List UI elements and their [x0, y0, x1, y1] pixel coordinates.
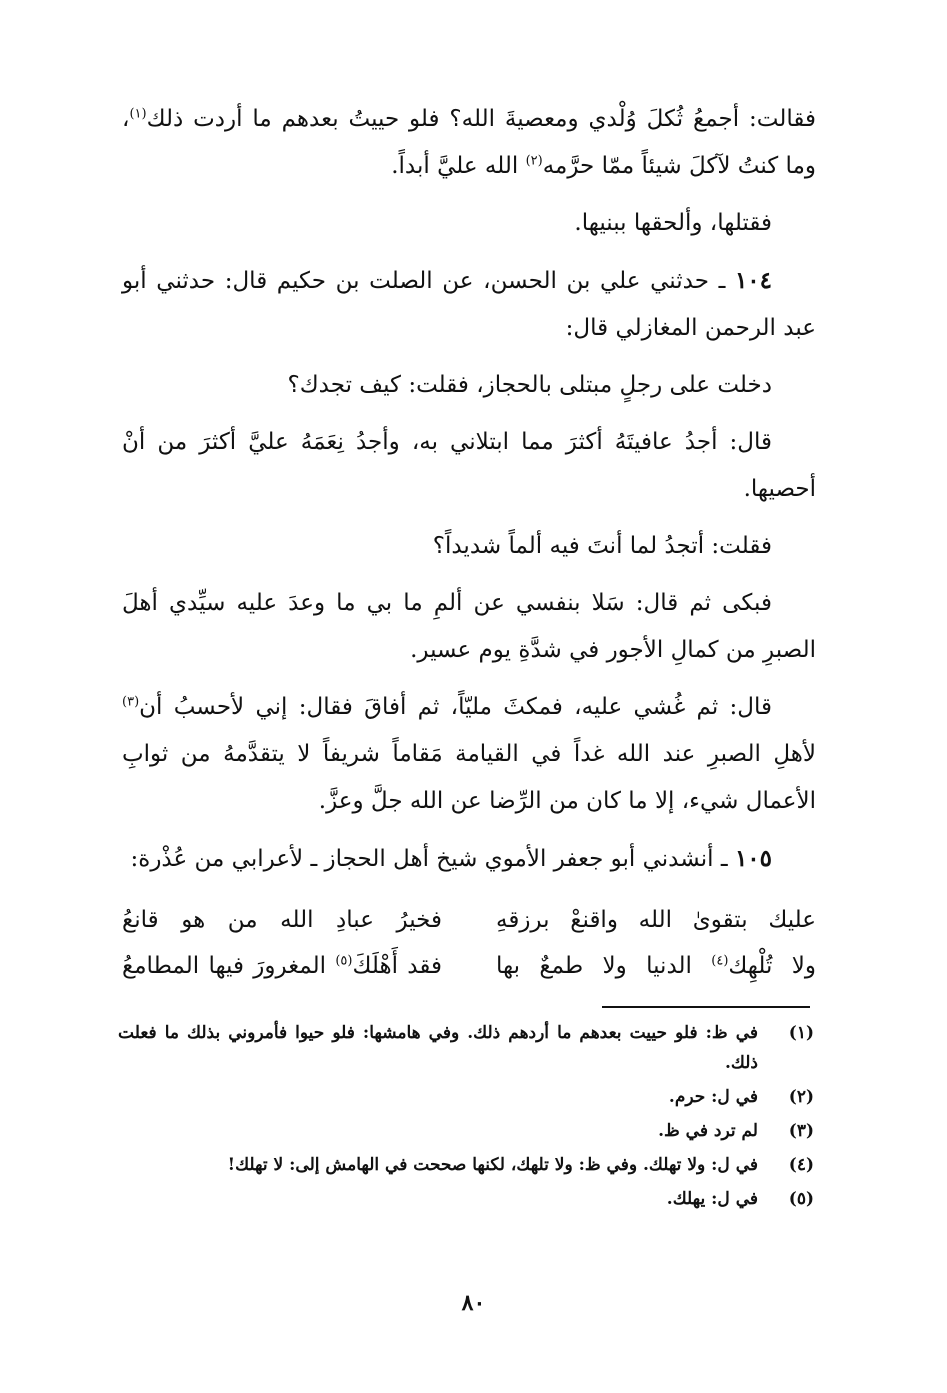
paragraph: [122, 419, 816, 513]
footnote-mark: (٥): [788, 1189, 814, 1209]
paragraph: [122, 362, 816, 409]
paragraph-numbered: [122, 835, 816, 883]
paragraph-text: دخلت على رجلٍ مبتلى بالحجاز، فقلت: كيف تجدك؟: [287, 372, 772, 398]
hemistich-text: عليك بتقوىٰ الله واقنعْ برزقهِ: [496, 907, 816, 933]
poem-verse: [122, 943, 816, 989]
paragraph-text: ـ حدثني علي بن الحسن، عن الصلت بن حكيم قال: حدثني أبو عبد الرحمن المغازلي قال:: [122, 268, 816, 341]
paragraph-text: لأهلِ الصبرِ عند الله غداً في القيامة مَقاماً شريفاً لا يتقدَّمهُ من ثوابِ الأعمال شيء، إلا ما كان من الرِّضا عن الله جلَّ وعزَّ.: [122, 741, 816, 814]
paragraph-text: فقالت: أجمعُ ثُكلَ وُلْدي ومعصيةَ الله؟ فلو حييتُ بعدهم ما أردت ذلك: [146, 106, 816, 132]
footnote-text: لم ترد في ظ.: [658, 1121, 758, 1141]
footnote-text: في ل: ولا تهلك. وفي ظ: ولا تلهك، لكنها صححت في الهامش إلى: لا تهلك!: [227, 1155, 758, 1175]
footnote: [118, 1018, 814, 1078]
paragraph: [122, 523, 816, 570]
paragraph: [122, 96, 816, 190]
main-text: [122, 96, 816, 989]
poem: [122, 897, 816, 989]
footnote-ref: (١): [129, 106, 147, 122]
hemistich-text: فقد أَهْلَكَ: [352, 953, 443, 979]
footnote: [118, 1150, 814, 1180]
footnote-ref: (٣): [122, 694, 140, 710]
footnote-text: في ل: يهلك.: [666, 1189, 758, 1209]
verse-first-hemistich: [496, 943, 816, 989]
paragraph-text: ، وما كنتُ لآكلَ شيئاً ممّا حرَّمه: [122, 106, 816, 179]
report-number: ١٠٤: [734, 267, 772, 294]
report-number: ١٠٥: [734, 845, 772, 872]
hemistich-text: الدنيا ولا طمعٌ بها: [496, 953, 712, 979]
footnote-text: في ظ: فلو حييت بعدهم ما أردهم ذلك. وفي هامشها: فلو حيوا فأمروني بذلك ما فعلت ذلك.: [118, 1023, 758, 1073]
footnote: [118, 1184, 814, 1214]
paragraph: [122, 684, 816, 825]
paragraph-numbered: [122, 257, 816, 352]
footnote-ref: (٤): [711, 953, 729, 969]
footnote: [118, 1116, 814, 1146]
page-number: ٨٠: [461, 1290, 486, 1316]
footnote-text: في ل: حرم.: [668, 1087, 758, 1107]
footnote: [118, 1082, 814, 1112]
footnote-ref: (٢): [525, 153, 543, 169]
hemistich-text: فخيرُ عبادِ الله من هو قانعُ: [122, 907, 442, 933]
poem-verse: [122, 897, 816, 943]
verse-second-hemistich: [122, 897, 442, 943]
paragraph-text: فبكى ثم قال: سَلا بنفسي عن ألمِ ما بي ما وعدَ عليه سيِّدي أهلَ الصبرِ من كمالِ الأجور في شدَّةِ يوم عسير.: [122, 590, 816, 663]
footnotes: [118, 1018, 814, 1218]
footnote-separator: [602, 1006, 810, 1008]
paragraph: [122, 200, 816, 247]
hemistich-text: ولا تُلْهِك: [728, 953, 816, 979]
paragraph-text: فقتلها، وألحقها ببنيها.: [574, 210, 772, 236]
verse-second-hemistich: [122, 943, 442, 989]
paragraph: [122, 580, 816, 674]
paragraph-text: قال: أجدُ عافيتَهُ أكثرَ مما ابتلاني به، وأجدُ نِعَمَهُ عليَّ أكثرَ من أنْ أحصيها.: [122, 429, 816, 502]
footnote-mark: (٣): [788, 1121, 814, 1141]
paragraph-text: فقلت: أتجدُ لما أنتَ فيه ألماً شديداً؟: [432, 533, 772, 559]
paragraph-text: ـ أنشدني أبو جعفر الأموي شيخ أهل الحجاز ـ لأعرابي من عُذْرة:: [130, 846, 735, 872]
paragraph-text: قال: ثم غُشي عليه، فمكثَ مليّاً، ثم أفاقَ فقال: إني لأحسبُ أن: [139, 694, 772, 720]
hemistich-text: المغرورَ فيها المطامعُ: [122, 953, 336, 979]
paragraph-text: الله عليَّ أبداً.: [391, 153, 526, 179]
footnote-ref: (٥): [335, 953, 353, 969]
verse-first-hemistich: [496, 897, 816, 943]
footnote-mark: (٢): [788, 1087, 814, 1107]
footnote-mark: (٤): [788, 1155, 814, 1175]
footnote-mark: (١): [788, 1023, 814, 1043]
